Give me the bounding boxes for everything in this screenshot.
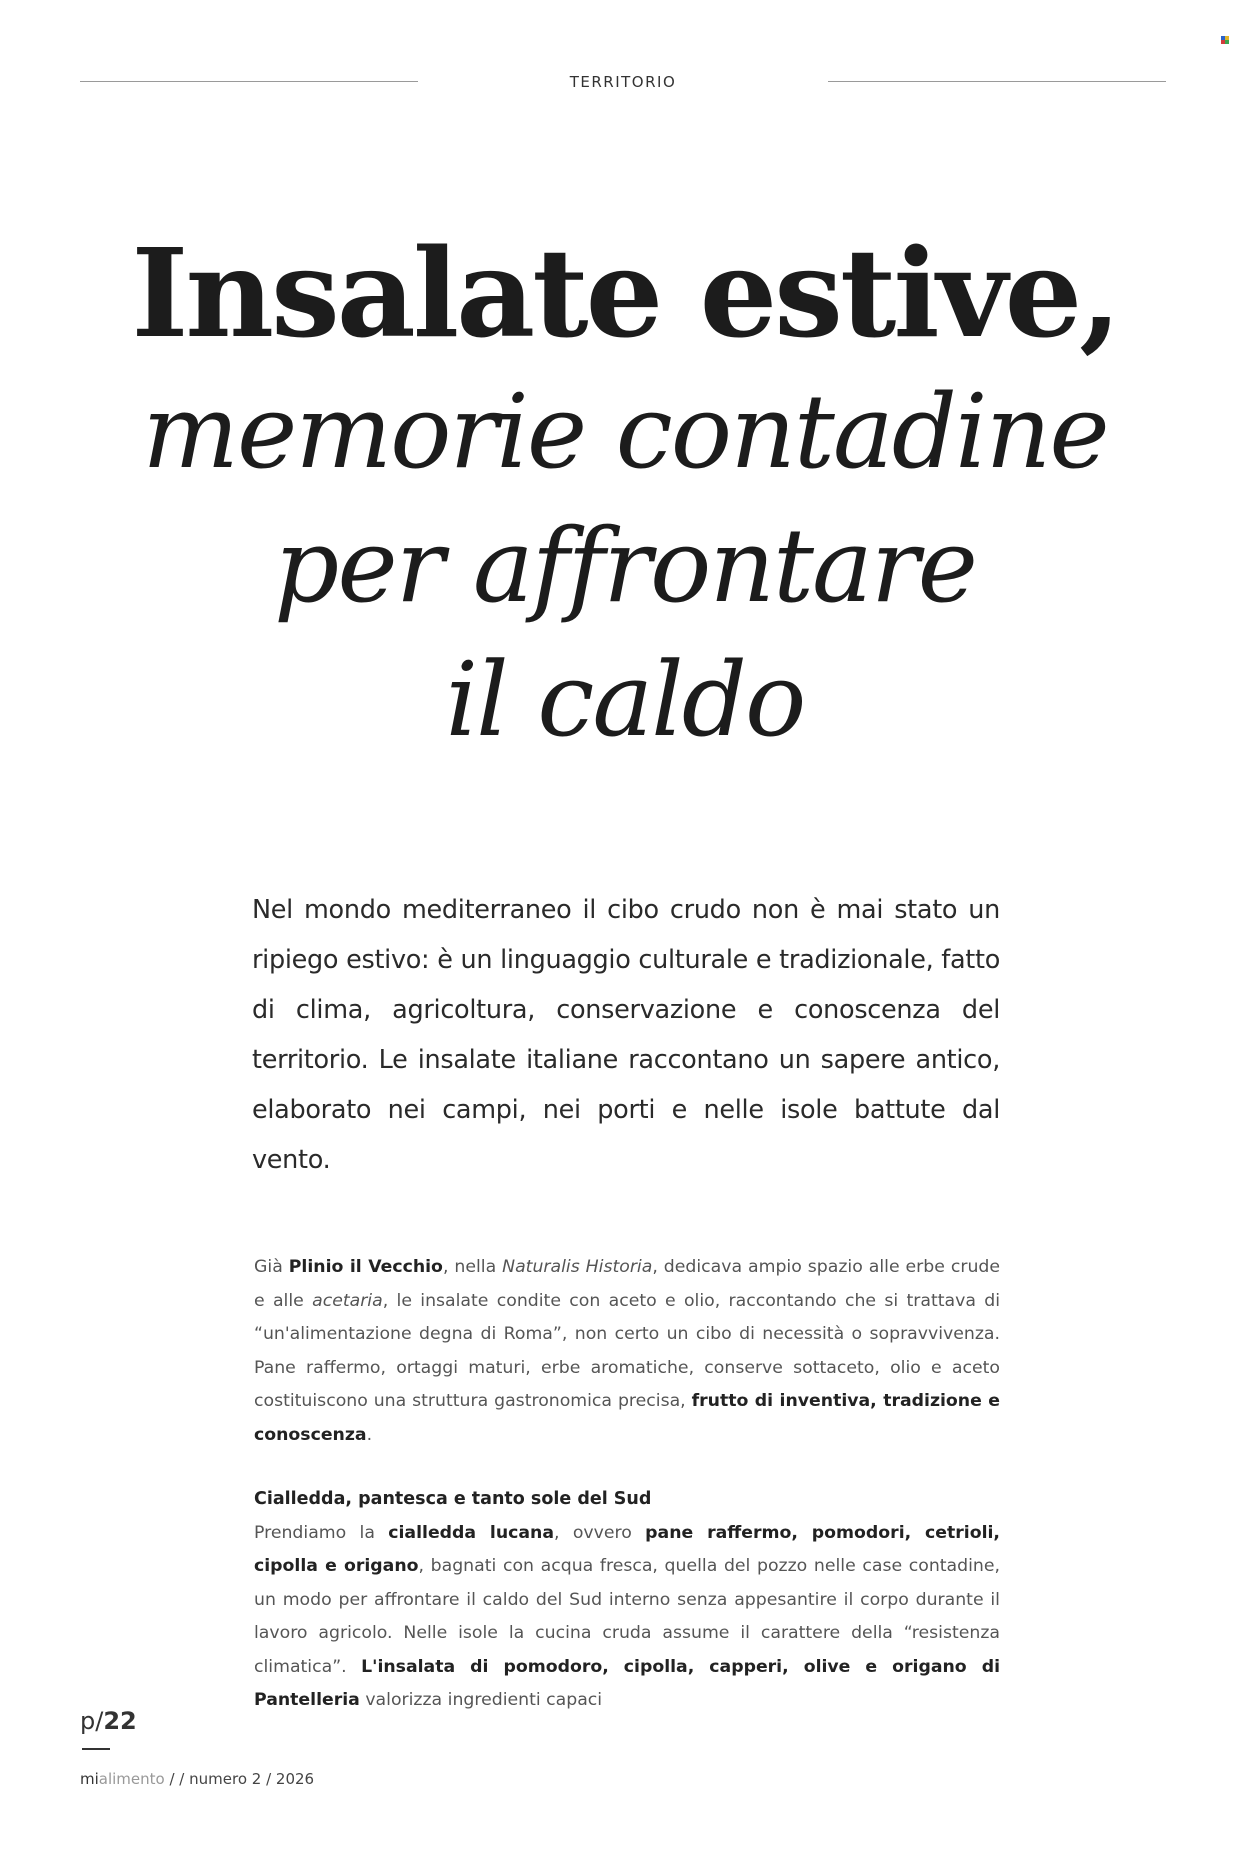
bold-run: Plinio il Vecchio — [288, 1257, 443, 1277]
article-headline — [60, 220, 1190, 768]
text-run: , le insalate condite con aceto e olio, raccontando che si trattava di “un'alimentazione degna di Roma”, non certo un cibo di necessità o sopravvivenza. Pane raffermo, ortaggi maturi, erbe aromatiche, conserve sottaceto, olio e aceto costituiscono una struttura gastronomica precisa, — [254, 1290, 1000, 1411]
body-paragraph-2 — [254, 1517, 1000, 1718]
headline-line-3: per affrontare — [274, 507, 976, 626]
italic-run: acetaria — [312, 1290, 383, 1311]
text-run: , nella — [442, 1257, 503, 1277]
bold-run: frutto di inventiva, tradizione e conoscenza — [254, 1391, 1001, 1445]
text-run: , dedicava ampio spazio alle erbe crude e alle — [254, 1257, 1001, 1311]
footer-publication — [80, 1770, 314, 1788]
brand-bold: mi — [80, 1770, 99, 1788]
bold-run: L'insalata di pomodoro, cipolla, capperi, olive e origano di Pantelleria — [254, 1656, 1000, 1710]
italic-run: Naturalis Historia — [502, 1257, 653, 1277]
text-run: Prendiamo la — [254, 1522, 389, 1543]
headline-line-2: memorie contadine — [142, 373, 1108, 492]
page-prefix: p/ — [80, 1707, 104, 1735]
brand-light: alimento — [98, 1770, 165, 1788]
headline-line-4: il caldo — [445, 641, 805, 760]
text-run: Già — [254, 1257, 289, 1277]
bold-run: pane raffermo, pomodori, cetrioli, cipolla e origano — [254, 1522, 1000, 1576]
page-number — [80, 1707, 137, 1735]
section-label: TERRITORIO — [569, 73, 677, 91]
headline-line-1: Insalate estive, — [131, 221, 1119, 365]
article-body — [254, 1251, 1000, 1718]
color-registration-mark — [1221, 36, 1230, 44]
text-run: , ovvero — [554, 1522, 646, 1543]
body-paragraph-1 — [254, 1251, 1000, 1452]
page-number-value: 22 — [103, 1707, 137, 1735]
header-rule-right — [828, 81, 1166, 82]
header-rule-left — [80, 81, 418, 82]
text-run: . — [366, 1424, 373, 1445]
issue-info: / / numero 2 / 2026 — [164, 1770, 315, 1788]
article-lead: Nel mondo mediterraneo il cibo crudo non è mai stato un ripiego estivo: è un linguaggio culturale e tradizionale, fatto di clima, agricoltura, conservazione e conoscenza del territorio. Le insalate italiane raccontano un sapere antico, elaborato nei campi, nei porti e nelle isole battute dal vento. — [252, 895, 1000, 1175]
text-run: valorizza ingredienti capaci — [359, 1690, 603, 1710]
body-subheading: Cialledda, pantesca e tanto sole del Sud — [254, 1489, 652, 1509]
color-swatch-green — [1225, 40, 1229, 44]
text-run: , bagnati con acqua fresca, quella del pozzo nelle case contadine, un modo per affrontare il caldo del Sud interno senza appesantire il corpo durante il lavoro agricolo. Nelle isole la cucina cruda assume il carattere della “resistenza climatica”. — [254, 1556, 1000, 1677]
page-number-rule — [82, 1748, 110, 1750]
bold-run: cialledda lucana — [388, 1522, 555, 1543]
